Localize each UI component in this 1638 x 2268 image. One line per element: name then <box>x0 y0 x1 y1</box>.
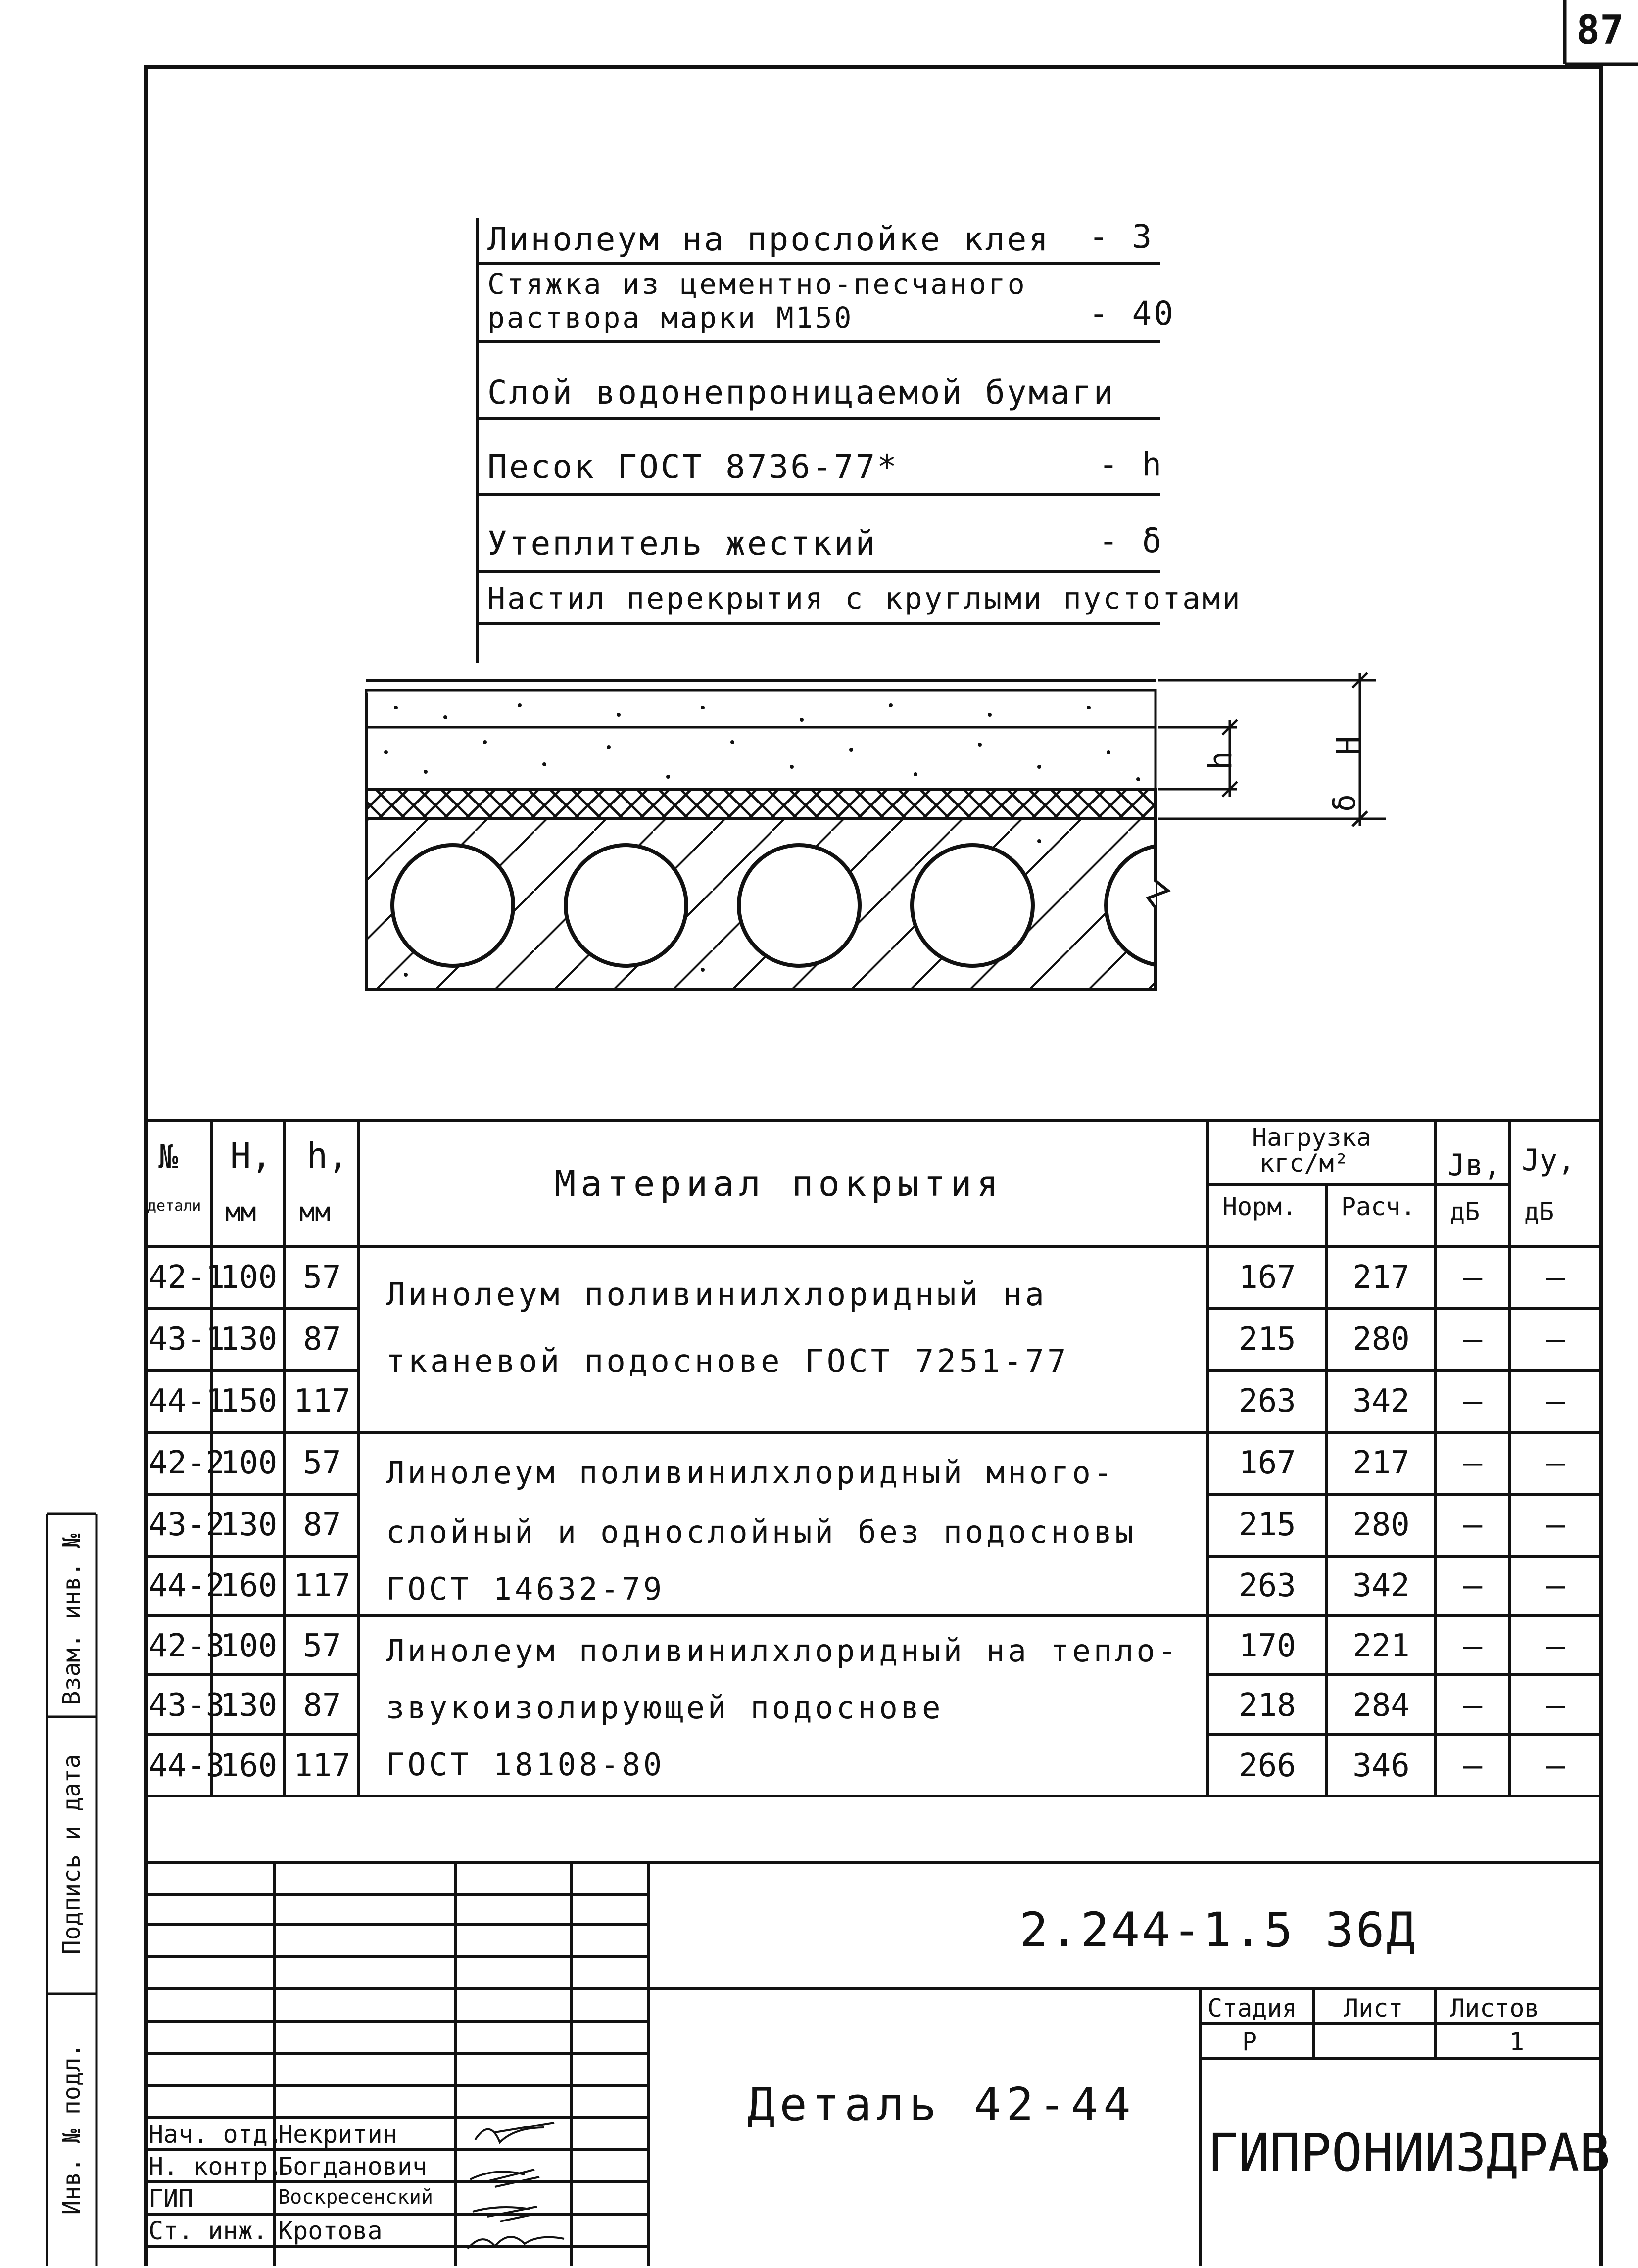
material-1-line2: тканевой подоснове ГОСТ 7251-77 <box>386 1343 1069 1380</box>
row-1-jv: — <box>1463 1321 1483 1358</box>
page-number: 87 <box>1576 7 1624 53</box>
row-0-H: 100 <box>220 1259 278 1296</box>
layer-5-label: Утеплитель жесткий <box>487 524 877 563</box>
row-7-h: 87 <box>303 1687 341 1724</box>
row-7-num: 43-3 <box>148 1687 225 1724</box>
layer-2-label: Стяжка из цементно-песчаного <box>487 267 1027 301</box>
layer-2-label-cont: раствора марки М150 <box>487 301 854 334</box>
layer-2-thickness: - 40 <box>1089 294 1175 332</box>
row-8-jy: — <box>1546 1748 1565 1784</box>
stage-value: Р <box>1242 2028 1257 2056</box>
staff-0-role: Нач. отд. <box>148 2120 283 2149</box>
row-4-jy: — <box>1546 1507 1565 1543</box>
row-3-calc: 217 <box>1352 1445 1410 1481</box>
row-6-jy: — <box>1546 1628 1565 1664</box>
row-5-calc: 342 <box>1352 1567 1410 1604</box>
dim-H-label: H <box>1330 736 1367 756</box>
row-4-h: 87 <box>303 1507 341 1543</box>
row-7-calc: 284 <box>1352 1687 1410 1724</box>
row-8-h: 117 <box>293 1748 351 1784</box>
header-norm: Норм. <box>1222 1192 1297 1221</box>
row-8-jv: — <box>1463 1748 1483 1784</box>
sheets-header: Листов <box>1450 1994 1540 2023</box>
row-7-jy: — <box>1546 1687 1565 1724</box>
row-5-jv: — <box>1463 1567 1483 1604</box>
material-3-line2: звукоизолирующей подоснове <box>386 1690 944 1726</box>
staff-2-role: ГИП <box>148 2184 193 2213</box>
row-6-jv: — <box>1463 1628 1483 1664</box>
organization: ГИПРОНИИЗДРАВ <box>1207 2123 1610 2183</box>
row-1-num: 43-1 <box>148 1321 225 1358</box>
row-6-norm: 170 <box>1239 1628 1296 1664</box>
row-0-norm: 167 <box>1239 1259 1296 1296</box>
material-2-line1: Линолеум поливинилхлоридный много- <box>386 1455 1115 1491</box>
row-6-calc: 221 <box>1352 1628 1410 1664</box>
header-h-unit: мм <box>299 1197 331 1227</box>
row-2-norm: 263 <box>1239 1383 1296 1419</box>
row-6-H: 100 <box>220 1628 278 1664</box>
header-jv: Jв, <box>1447 1148 1501 1182</box>
header-load: Нагрузка <box>1252 1123 1371 1152</box>
sheet-header: Лист <box>1344 1994 1403 2023</box>
dim-h-label: h <box>1203 751 1240 770</box>
row-2-h: 117 <box>293 1383 351 1419</box>
row-3-norm: 167 <box>1239 1445 1296 1481</box>
row-5-jy: — <box>1546 1567 1565 1604</box>
row-5-H: 160 <box>220 1567 278 1604</box>
material-3-line1: Линолеум поливинилхлоридный на тепло- <box>386 1633 1180 1669</box>
staff-0-name: Некритин <box>278 2120 397 2149</box>
layer-1-thickness: - 3 <box>1089 218 1154 256</box>
side-vzam-inv: Взам. инв. № <box>58 1533 86 1705</box>
header-jy: Jу, <box>1522 1143 1576 1178</box>
header-jv-unit: дБ <box>1450 1197 1480 1226</box>
header-material: Материал покрытия <box>554 1163 1003 1204</box>
dim-delta-label: δ <box>1328 794 1363 812</box>
row-1-h: 87 <box>303 1321 341 1358</box>
staff-3-name: Кротова <box>278 2217 383 2245</box>
header-load-unit: кгс/м² <box>1259 1149 1349 1178</box>
layer-6-label: Настил перекрытия с круглыми пустотами <box>487 581 1242 616</box>
row-4-num: 43-2 <box>148 1507 225 1543</box>
row-0-num: 42-1 <box>148 1259 225 1296</box>
row-3-jy: — <box>1546 1445 1565 1481</box>
row-0-h: 57 <box>303 1259 341 1296</box>
row-2-num: 44-1 <box>148 1383 225 1419</box>
side-sign-date: Подпись и дата <box>58 1754 86 1955</box>
row-1-calc: 280 <box>1352 1321 1410 1358</box>
material-1-line1: Линолеум поливинилхлоридный на <box>386 1276 1047 1313</box>
layer-4-label: Песок ГОСТ 8736-77* <box>487 448 899 486</box>
staff-3-role: Ст. инж. <box>148 2217 268 2245</box>
row-2-H: 150 <box>220 1383 278 1419</box>
signatures <box>468 2123 564 2249</box>
row-5-num: 44-2 <box>148 1567 225 1604</box>
sheets-value: 1 <box>1509 2028 1525 2056</box>
row-1-norm: 215 <box>1239 1321 1296 1358</box>
row-1-H: 130 <box>220 1321 278 1358</box>
row-0-jy: — <box>1546 1259 1565 1296</box>
row-7-jv: — <box>1463 1687 1483 1724</box>
row-6-h: 57 <box>303 1628 341 1664</box>
row-1-jy: — <box>1546 1321 1565 1358</box>
document-code: 2.244-1.5 36Д <box>1019 1902 1417 1958</box>
row-7-H: 130 <box>220 1687 278 1724</box>
row-2-jv: — <box>1463 1383 1483 1419</box>
detail-name: Деталь 42-44 <box>747 2078 1136 2131</box>
row-3-num: 42-2 <box>148 1445 225 1481</box>
row-8-calc: 346 <box>1352 1748 1410 1784</box>
row-2-calc: 342 <box>1352 1383 1410 1419</box>
header-H-unit: мм <box>225 1197 256 1227</box>
side-inv-podl: Инв. № подл. <box>58 2043 86 2215</box>
header-H: H, <box>230 1135 272 1176</box>
staff-2-name: Воскресенский <box>278 2186 434 2209</box>
staff-1-name: Богданович <box>278 2152 428 2181</box>
header-num: № <box>158 1138 178 1176</box>
row-3-jv: — <box>1463 1445 1483 1481</box>
row-3-h: 57 <box>303 1445 341 1481</box>
stage-header: Стадия <box>1207 1994 1297 2023</box>
row-8-norm: 266 <box>1239 1748 1296 1784</box>
header-num-sub: детали <box>147 1197 201 1215</box>
row-4-H: 130 <box>220 1507 278 1543</box>
layer-1-label: Линолеум на прослойке клея <box>487 220 1051 258</box>
row-4-norm: 215 <box>1239 1507 1296 1543</box>
header-calc: Расч. <box>1341 1192 1416 1221</box>
row-8-H: 160 <box>220 1748 278 1784</box>
layer-5-thickness: - δ <box>1099 522 1164 560</box>
material-3-line3: ГОСТ 18108-80 <box>386 1747 665 1783</box>
row-4-calc: 280 <box>1352 1507 1410 1543</box>
layer-3-label: Слой водонепроницаемой бумаги <box>487 374 1115 412</box>
row-2-jy: — <box>1546 1383 1565 1419</box>
row-5-norm: 263 <box>1239 1567 1296 1604</box>
row-4-jv: — <box>1463 1507 1483 1543</box>
header-h: h, <box>307 1135 349 1176</box>
header-jy-unit: дБ <box>1524 1197 1554 1226</box>
row-6-num: 42-3 <box>148 1628 225 1664</box>
material-2-line2: слойный и однослойный без подосновы <box>386 1514 1137 1550</box>
material-2-line3: ГОСТ 14632-79 <box>386 1571 665 1607</box>
row-0-calc: 217 <box>1352 1259 1410 1296</box>
row-8-num: 44-3 <box>148 1748 225 1784</box>
row-5-h: 117 <box>293 1567 351 1604</box>
staff-1-role: Н. контр. <box>148 2152 283 2181</box>
row-3-H: 100 <box>220 1445 278 1481</box>
layer-4-thickness: - h <box>1099 445 1164 483</box>
row-0-jv: — <box>1463 1259 1483 1296</box>
row-7-norm: 218 <box>1239 1687 1296 1724</box>
floor-section <box>366 673 1386 990</box>
